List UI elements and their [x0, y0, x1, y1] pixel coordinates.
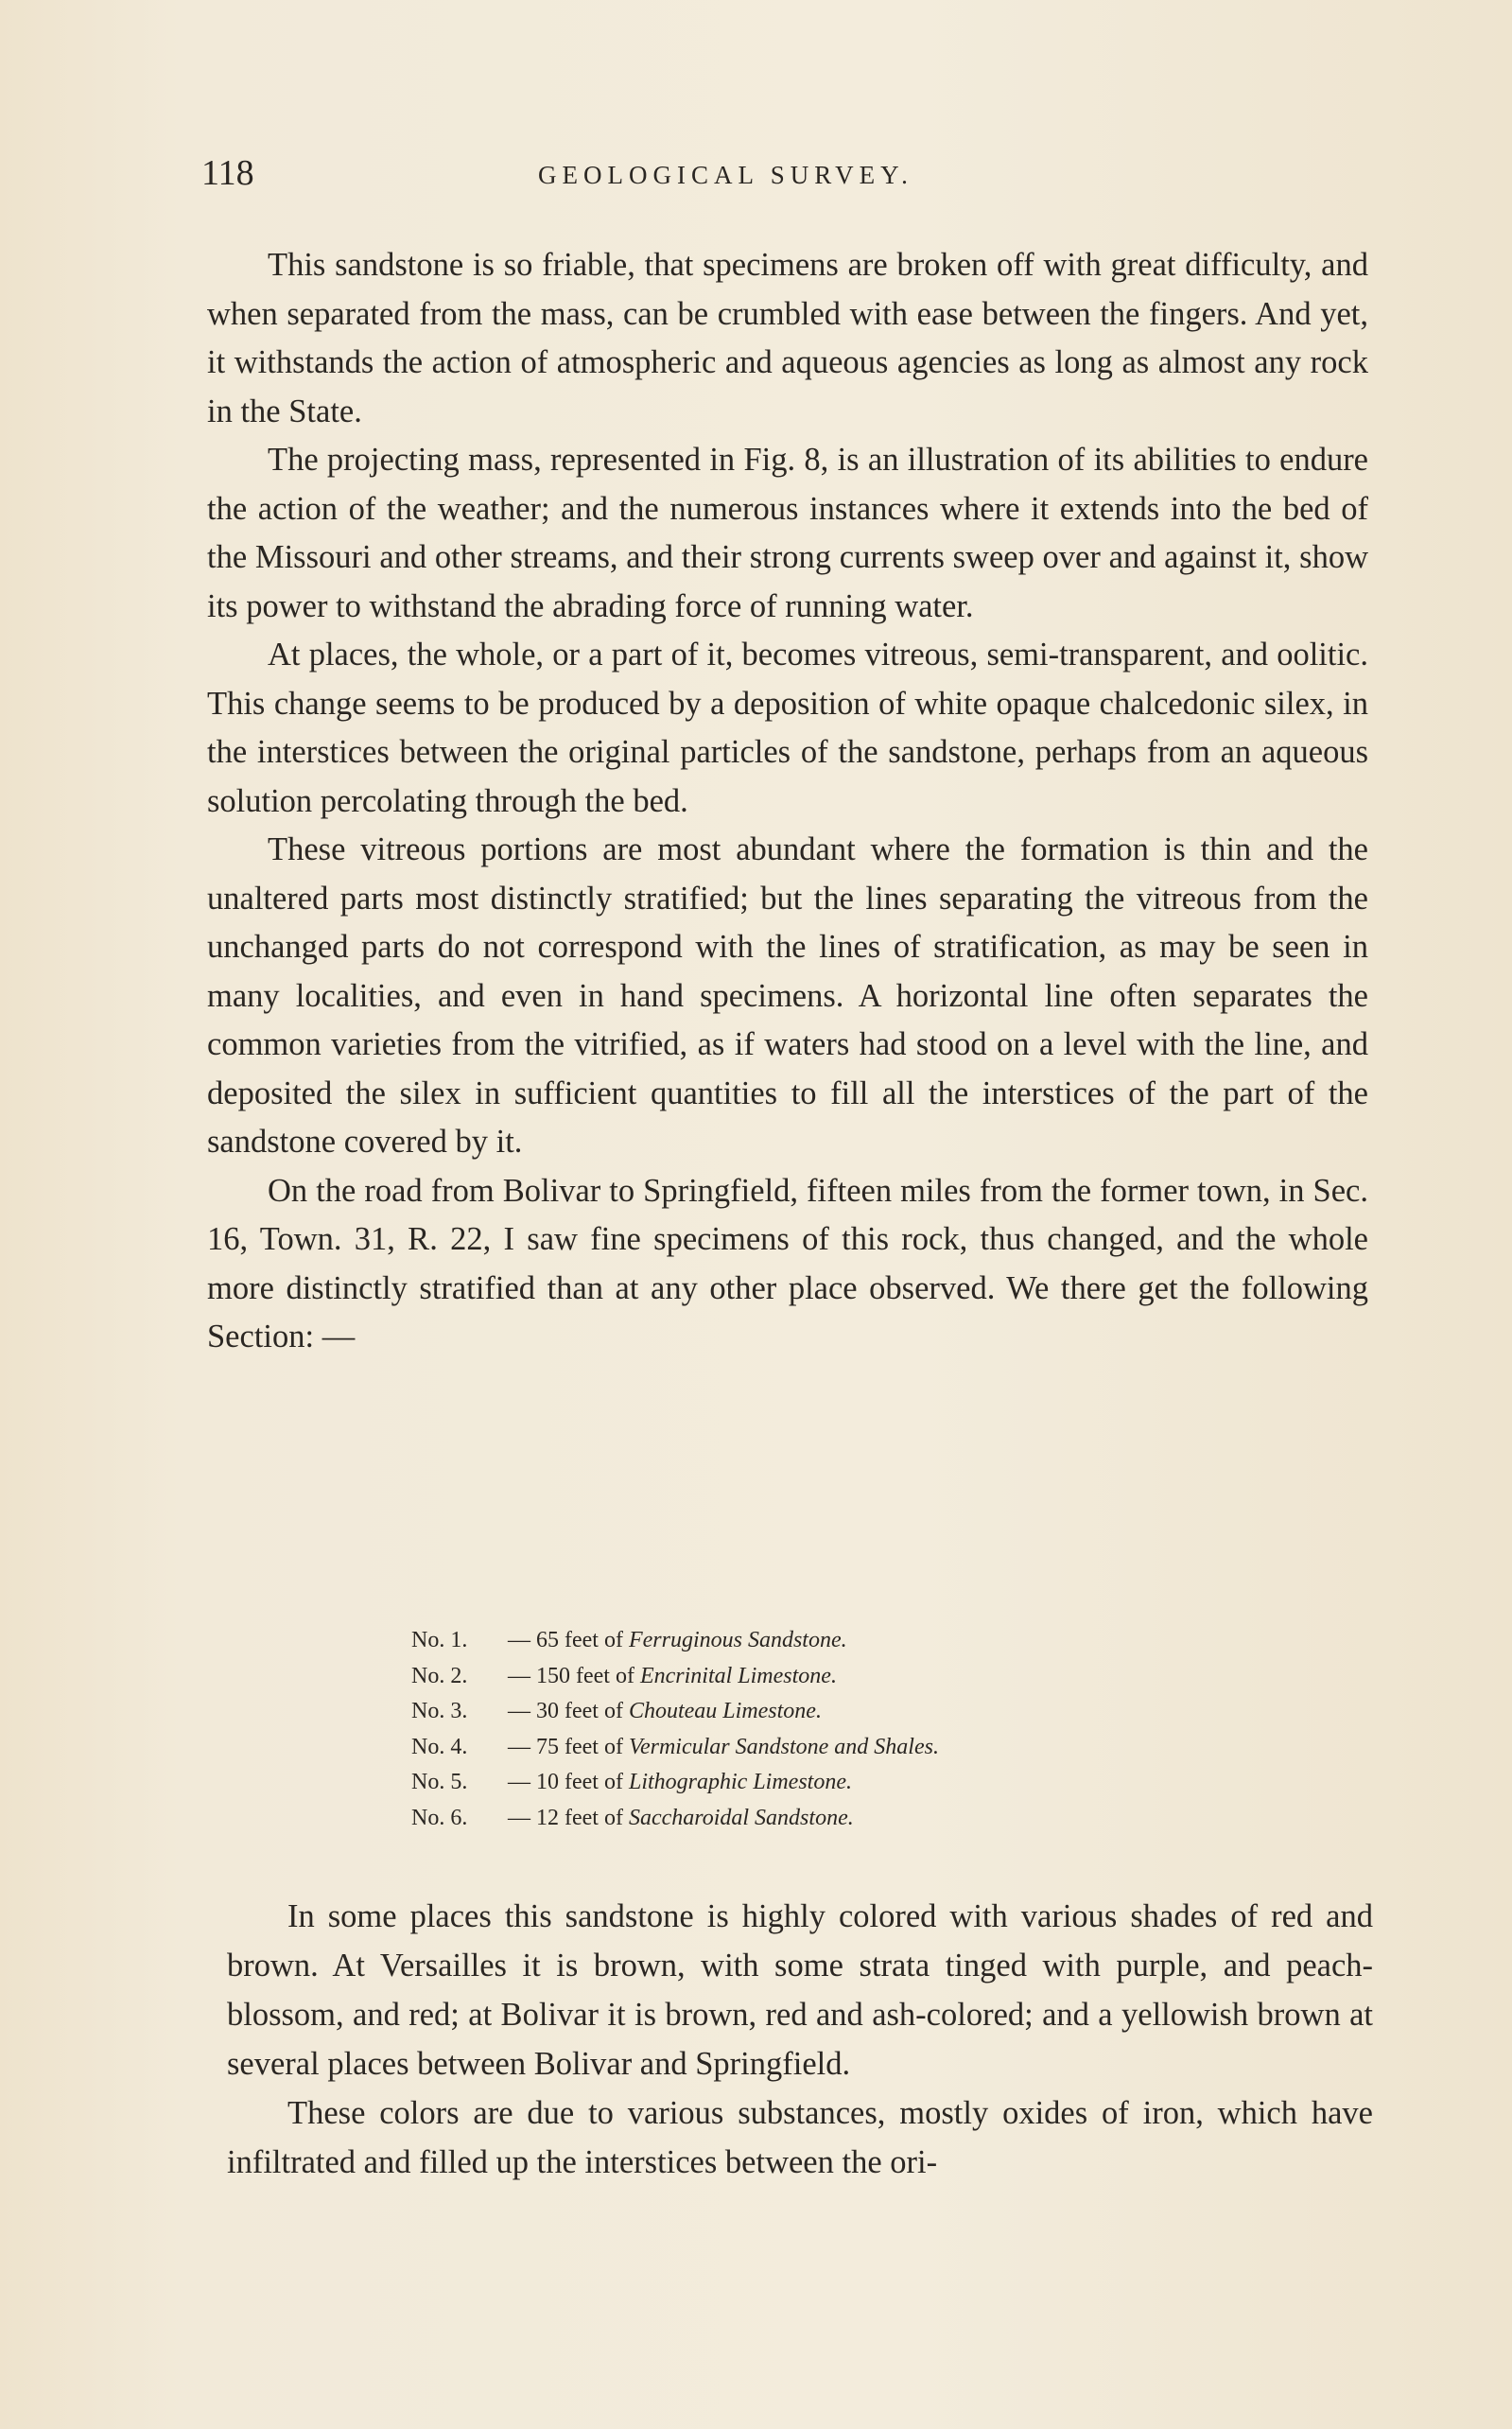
section-thickness: — 10 feet of — [508, 1770, 623, 1794]
section-rock: Lithographic Limestone. — [628, 1770, 852, 1794]
paragraph: These colors are due to various substances, mostly oxides of iron, which have infiltrated and filled up the interstices between the ori- — [227, 2095, 1373, 2180]
section-number: No. 2. — [411, 1663, 468, 1688]
section-row — [411, 1623, 1262, 1659]
section-number: No. 3. — [411, 1699, 468, 1723]
section-number: No. 4. — [411, 1734, 468, 1759]
section-number: No. 6. — [411, 1805, 468, 1830]
paragraph: The projecting mass, represented in Fig. 8, is an illustration of its abilities to endure the action of the weather; and the numerous instances where it extends into the bed of the Missouri and other streams, and their strong currents sweep over and against it, show its power to withstand the abrading force of running water. — [207, 442, 1368, 624]
section-thickness: — 30 feet of — [508, 1699, 623, 1723]
paragraph: These vitreous portions are most abundant where the formation is thin and the unaltered parts most distinctly stratified; but the lines separating the vitreous from the unchanged parts do not correspond with the lines of stratification, as may be seen in many localities, and even in hand specimens. A horizontal line often separates the common varieties from the vitrified, as if waters had stood on a level with the line, and deposited the silex in sufficient quantities to fill all the interstices of the part of the sandstone covered by it. — [207, 831, 1368, 1160]
section-row — [411, 1765, 1262, 1801]
section-rock: Ferruginous Sandstone. — [628, 1628, 847, 1652]
section-number: No. 1. — [411, 1628, 468, 1652]
geological-section-list — [411, 1623, 1262, 1836]
section-thickness: — 75 feet of — [508, 1734, 623, 1759]
paragraph: This sandstone is so friable, that specimens are broken off with great difficulty, and when separated from the mass, can be crumbled with ease between the fingers. And yet, it withstands the action of atmospheric and aqueous agencies as long as almost any rock in the State. — [207, 247, 1368, 429]
section-rock: Vermicular Sandstone and Shales. — [628, 1734, 939, 1759]
page-number: 118 — [201, 153, 254, 193]
section-row — [411, 1801, 1262, 1837]
section-row — [411, 1659, 1262, 1695]
running-title: GEOLOGICAL SURVEY. — [538, 161, 913, 189]
body-text-continued — [227, 1892, 1373, 2187]
body-text — [207, 241, 1368, 1362]
section-thickness: — 12 feet of — [508, 1805, 623, 1830]
page-header — [201, 149, 1374, 197]
section-number: No. 5. — [411, 1770, 468, 1794]
paragraph: In some places this sandstone is highly colored with various shades of red and brown. At Versailles it is brown, with some strata tinged with purple, and peach-blossom, and red; at Bolivar it is brown, red and ash-colored; and a yellowish brown at several places between Bolivar and Springfield. — [227, 1898, 1373, 2082]
section-rock: Chouteau Limestone. — [628, 1699, 822, 1723]
paragraph: On the road from Bolivar to Springfield, fifteen miles from the former town, in Sec. 16, Town. 31, R. 22, I saw fine specimens of this rock, thus changed, and the whole more distinctly stratified than at any other place observed. We there get the following Section: — — [207, 1172, 1368, 1354]
section-rock: Encrinital Limestone. — [639, 1663, 837, 1688]
section-thickness: — 65 feet of — [508, 1628, 623, 1652]
section-row — [411, 1694, 1262, 1730]
paragraph: At places, the whole, or a part of it, becomes vitreous, semi-transparent, and oolitic. This change seems to be produced by a deposition of white opaque chalcedonic silex, in the interstices between the original particles of the sandstone, perhaps from an aqueous solution percolating through the bed. — [207, 637, 1368, 819]
section-row — [411, 1730, 1262, 1766]
section-thickness: — 150 feet of — [508, 1663, 634, 1688]
section-rock: Saccharoidal Sandstone. — [628, 1805, 854, 1830]
